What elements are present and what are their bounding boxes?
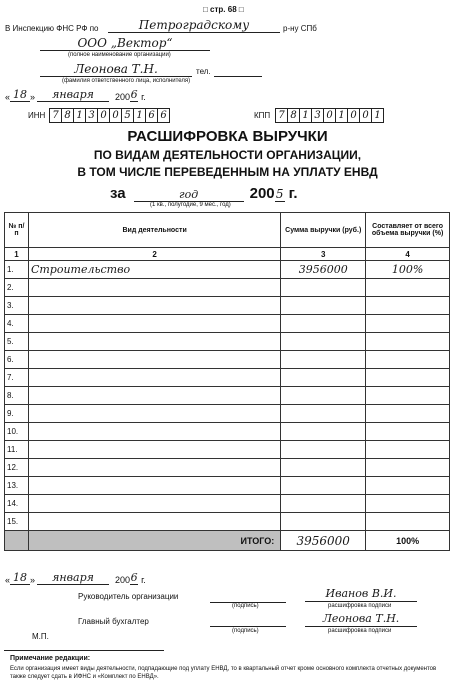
row-activity bbox=[28, 459, 280, 477]
title-line-1: РАСШИФРОВКА ВЫРУЧКИ bbox=[127, 128, 328, 145]
row-percent bbox=[366, 333, 450, 351]
row-number: 10. bbox=[5, 423, 29, 441]
tel-line bbox=[214, 66, 262, 77]
col-number-3: 3 bbox=[281, 248, 366, 261]
row-sum bbox=[281, 279, 366, 297]
row-percent bbox=[366, 369, 450, 387]
row-number: 5. bbox=[5, 333, 29, 351]
row-activity bbox=[28, 279, 280, 297]
table-row bbox=[5, 459, 450, 477]
kpp-digit: 0 bbox=[359, 108, 372, 123]
row-number: 6. bbox=[5, 351, 29, 369]
row-percent bbox=[366, 387, 450, 405]
table-header-row bbox=[5, 213, 450, 248]
row-activity bbox=[28, 315, 280, 333]
accountant-label: Главный бухгалтер bbox=[78, 617, 149, 626]
col-number-2: 2 bbox=[28, 248, 280, 261]
revenue-table bbox=[4, 212, 450, 551]
inn-digit: 0 bbox=[109, 108, 122, 123]
row-sum bbox=[281, 477, 366, 495]
org-name: ООО „Вектор“ bbox=[40, 36, 210, 51]
period-year-prefix: 200 bbox=[249, 185, 275, 202]
period-value: год bbox=[134, 188, 244, 202]
table-row bbox=[5, 315, 450, 333]
period-year-suffix: г. bbox=[288, 185, 298, 202]
row-sum bbox=[281, 459, 366, 477]
row-number: 15. bbox=[5, 513, 29, 531]
report-period bbox=[110, 185, 298, 202]
date-year-digit: 6 bbox=[130, 88, 138, 101]
row-number: 4. bbox=[5, 315, 29, 333]
total-row bbox=[5, 531, 450, 551]
row-percent bbox=[366, 279, 450, 297]
row-activity bbox=[28, 297, 280, 315]
row-sum bbox=[281, 513, 366, 531]
inspection-label: В Инспекцию ФНС РФ по bbox=[5, 24, 99, 33]
period-prefix: за bbox=[110, 185, 126, 202]
row-activity bbox=[28, 333, 280, 351]
row-number: 7. bbox=[5, 369, 29, 387]
row-number: 12. bbox=[5, 459, 29, 477]
table-row bbox=[5, 441, 450, 459]
row-percent bbox=[366, 315, 450, 333]
note-divider bbox=[4, 650, 164, 651]
row-activity bbox=[28, 495, 280, 513]
row-number: 8. bbox=[5, 387, 29, 405]
kpp-digit: 8 bbox=[287, 108, 300, 123]
row-sum bbox=[281, 423, 366, 441]
row-sum bbox=[281, 315, 366, 333]
row-percent bbox=[366, 405, 450, 423]
col-number-1: 1 bbox=[5, 248, 29, 261]
row-activity bbox=[28, 369, 280, 387]
row-percent bbox=[366, 351, 450, 369]
head-signature-line bbox=[210, 592, 286, 603]
inn-digit: 0 bbox=[97, 108, 110, 123]
inn-digit: 8 bbox=[61, 108, 74, 123]
kpp-label: КПП bbox=[254, 111, 271, 120]
row-sum bbox=[281, 333, 366, 351]
table-row bbox=[5, 387, 450, 405]
table-row bbox=[5, 279, 450, 297]
table-row bbox=[5, 477, 450, 495]
kpp-digit: 1 bbox=[335, 108, 348, 123]
footer-date-year-prefix: 200 bbox=[115, 575, 131, 585]
inn-digit: 3 bbox=[85, 108, 98, 123]
period-year-digit: 5 bbox=[275, 187, 284, 201]
row-percent bbox=[366, 423, 450, 441]
note-title: Примечание редакции: bbox=[10, 655, 91, 662]
row-percent bbox=[366, 441, 450, 459]
total-label: ИТОГО: bbox=[28, 531, 280, 551]
table-row bbox=[5, 297, 450, 315]
row-sum bbox=[281, 387, 366, 405]
inn-digit: 5 bbox=[121, 108, 134, 123]
table-row bbox=[5, 513, 450, 531]
row-activity bbox=[28, 423, 280, 441]
row-percent bbox=[366, 495, 450, 513]
total-sum: 3956000 bbox=[281, 531, 366, 551]
accountant-name: Леонова Т.Н. bbox=[305, 612, 417, 627]
table-row bbox=[5, 405, 450, 423]
row-number: 2. bbox=[5, 279, 29, 297]
tel-label: тел. bbox=[196, 67, 211, 76]
inspection-suffix: р-ну СПб bbox=[283, 24, 317, 33]
responsible-name: Леонова Т.Н. bbox=[40, 62, 192, 77]
accountant-signature-line bbox=[210, 616, 286, 627]
inn-label: ИНН bbox=[28, 111, 46, 120]
row-percent bbox=[366, 297, 450, 315]
title-line-3: В ТОМ ЧИСЛЕ ПЕРЕВЕДЕННЫМ НА УПЛАТУ ЕНВД bbox=[77, 165, 378, 179]
row-activity bbox=[28, 441, 280, 459]
row-sum bbox=[281, 297, 366, 315]
col-number-4: 4 bbox=[366, 248, 450, 261]
row-number: 13. bbox=[5, 477, 29, 495]
row-number: 11. bbox=[5, 441, 29, 459]
org-caption: (полное наименование организации) bbox=[68, 52, 171, 58]
row-sum bbox=[281, 369, 366, 387]
total-percent: 100% bbox=[366, 531, 450, 551]
row-activity: Строительство bbox=[28, 261, 280, 279]
kpp-digit: 7 bbox=[275, 108, 288, 123]
note-text: Если организация имеет виды деятельности, подпадающие под уплату ЕНВД, то в квартальный отчет кроме основного комплекта отчетных документов также следует сдать в ИФНС и «Комплект по ЕНВД». bbox=[10, 666, 437, 680]
footer-date: « 18 » января 200 6 г. bbox=[5, 571, 146, 585]
kpp-digit: 3 bbox=[311, 108, 324, 123]
kpp-cells bbox=[276, 108, 384, 123]
table-row bbox=[5, 423, 450, 441]
kpp-digit: 1 bbox=[299, 108, 312, 123]
header-sum: Сумма выручки (руб.) bbox=[281, 213, 366, 248]
row-number: 9. bbox=[5, 405, 29, 423]
header-date: « 18 » января 200 6 г. bbox=[5, 88, 146, 102]
row-percent bbox=[366, 513, 450, 531]
head-signature-caption: (подпись) bbox=[232, 603, 259, 609]
column-numbers-row bbox=[5, 248, 450, 261]
table-row bbox=[5, 351, 450, 369]
kpp-digit: 1 bbox=[371, 108, 384, 123]
date-year-suffix: г. bbox=[141, 92, 146, 102]
title-line-2: ПО ВИДАМ ДЕЯТЕЛЬНОСТИ ОРГАНИЗАЦИИ, bbox=[93, 148, 362, 162]
table-row bbox=[5, 369, 450, 387]
accountant-signature-caption: (подпись) bbox=[232, 628, 259, 634]
inn-digit: 6 bbox=[145, 108, 158, 123]
row-percent bbox=[366, 459, 450, 477]
stamp-label: М.П. bbox=[32, 632, 49, 641]
row-activity bbox=[28, 387, 280, 405]
row-sum bbox=[281, 405, 366, 423]
footer-date-year-suffix: г. bbox=[141, 575, 146, 585]
kpp-digit: 0 bbox=[323, 108, 336, 123]
row-activity bbox=[28, 513, 280, 531]
row-number: 14. bbox=[5, 495, 29, 513]
inspection-district: Петроградскому bbox=[108, 18, 280, 33]
row-sum bbox=[281, 441, 366, 459]
footer-date-month: января bbox=[37, 571, 109, 585]
head-decoding-caption: расшифровка подписи bbox=[328, 603, 392, 609]
inn-digit: 6 bbox=[157, 108, 170, 123]
inn-digit: 1 bbox=[133, 108, 146, 123]
row-number: 3. bbox=[5, 297, 29, 315]
row-activity bbox=[28, 405, 280, 423]
table-row bbox=[5, 261, 450, 279]
row-activity bbox=[28, 477, 280, 495]
row-sum bbox=[281, 495, 366, 513]
head-label: Руководитель организации bbox=[78, 592, 179, 601]
row-number: 1. bbox=[5, 261, 29, 279]
footer-date-year-digit: 6 bbox=[130, 571, 138, 584]
table-row bbox=[5, 495, 450, 513]
head-name: Иванов В.И. bbox=[305, 587, 417, 602]
kpp-digit: 0 bbox=[347, 108, 360, 123]
row-sum: 3956000 bbox=[281, 261, 366, 279]
footer-date-day: 18 bbox=[10, 571, 30, 585]
inn-digit: 7 bbox=[49, 108, 62, 123]
row-percent: 100% bbox=[366, 261, 450, 279]
row-percent bbox=[366, 477, 450, 495]
table-row bbox=[5, 333, 450, 351]
row-sum bbox=[281, 351, 366, 369]
header-number: № п/п bbox=[5, 213, 29, 248]
inn-cells bbox=[50, 108, 170, 123]
header-activity: Вид деятельности bbox=[28, 213, 280, 248]
row-activity bbox=[28, 351, 280, 369]
page-marker: □ стр. 68 □ bbox=[203, 5, 244, 14]
period-caption: (1 кв., полугодие, 9 мес., год) bbox=[150, 202, 231, 208]
date-year-prefix: 200 bbox=[115, 92, 131, 102]
responsible-caption: (фамилия ответственного лица, исполнителя) bbox=[62, 78, 191, 84]
date-month: января bbox=[37, 88, 109, 102]
accountant-decoding-caption: расшифровка подписи bbox=[328, 628, 392, 634]
date-day: 18 bbox=[10, 88, 30, 102]
inn-digit: 1 bbox=[73, 108, 86, 123]
header-percent: Составляет от всего объема выручки (%) bbox=[366, 213, 450, 248]
